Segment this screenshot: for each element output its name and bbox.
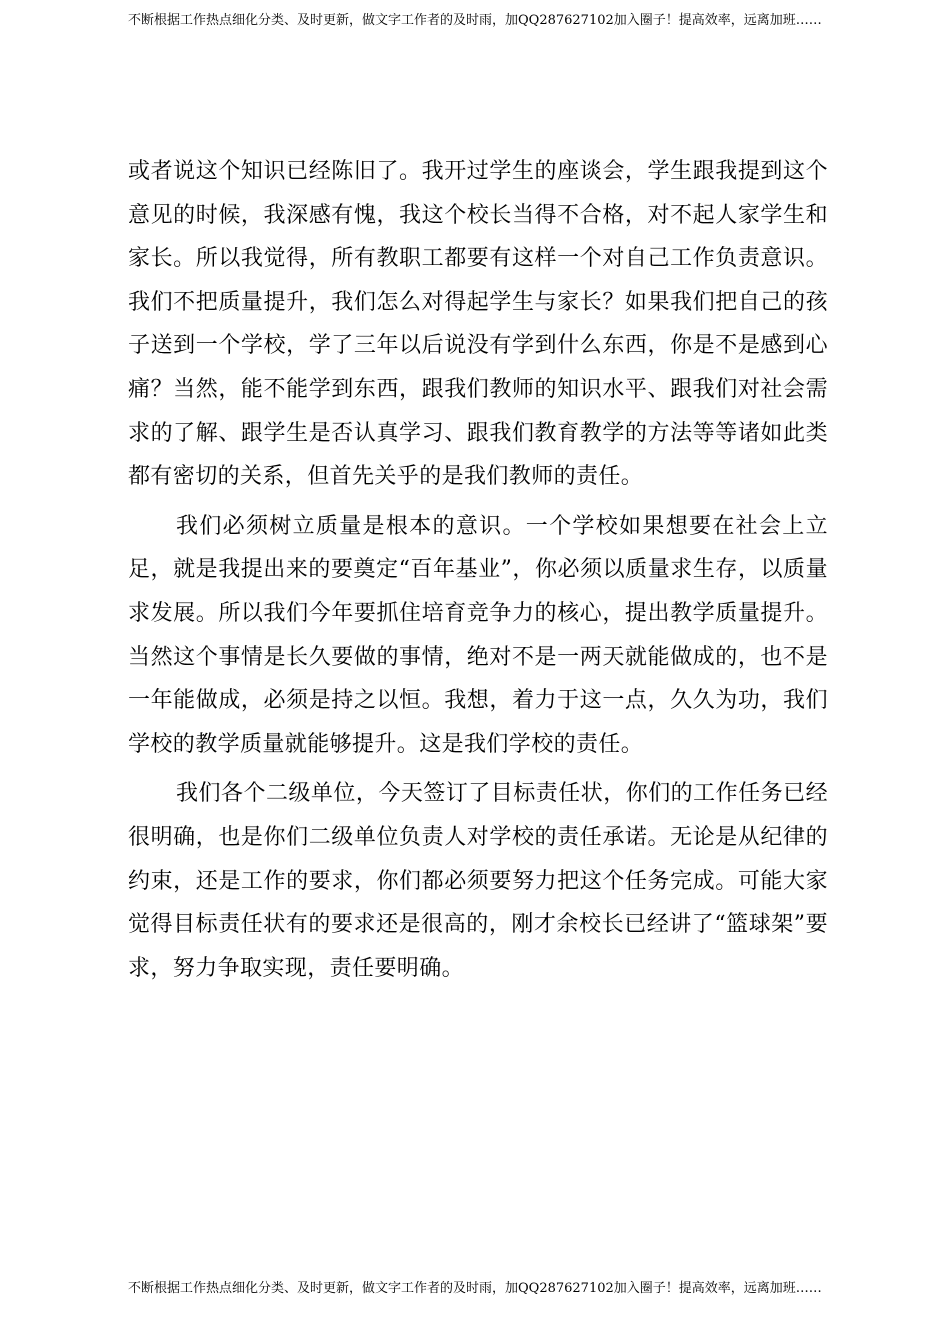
page-footer-note: 不断根据工作热点细化分类、及时更新，做文字工作者的及时雨，加QQ287627102加入圈子！提高效率，远离加班…… <box>128 1281 822 1296</box>
paragraph-quality-awareness: 我们必须树立质量是根本的意识。一个学校如果想要在社会上立足，就是我提出来的要奠定“百年基业”，你必须以质量求生存，以质量求发展。所以我们今年要抓住培育竞争力的核心，提出教学质量提升。当然这个事情是长久要做的事情，绝对不是一两天就能做成的，也不是一年能做成，必须是持之以恒。我想，着力于这一点，久久为功，我们学校的教学质量就能够提升。这是我们学校的责任。 <box>128 513 828 757</box>
paragraph-continuation: 或者说这个知识已经陈旧了。我开过学生的座谈会，学生跟我提到这个意见的时候，我深感有愧，我这个校长当得不合格，对不起人家学生和家长。所以我觉得，所有教职工都要有这样一个对自己工作负责意识。我们不把质量提升，我们怎么对得起学生与家长？如果我们把自己的孩子送到一个学校，学了三年以后说没有学到什么东西，你是不是感到心痛？当然，能不能学到东西，跟我们教师的知识水平、跟我们对社会需求的了解、跟学生是否认真学习、跟我们教育教学的方法等等诸如此类都有密切的关系，但首先关乎的是我们教师的责任。 <box>128 159 828 490</box>
page-header-note: 不断根据工作热点细化分类、及时更新，做文字工作者的及时雨，加QQ287627102加入圈子！提高效率，远离加班…… <box>128 13 822 28</box>
paragraph-responsibility-targets: 我们各个二级单位，今天签订了目标责任状，你们的工作任务已经很明确，也是你们二级单位负责人对学校的责任承诺。无论是从纪律的约束，还是工作的要求，你们都必须要努力把这个任务完成。可能大家觉得目标责任状有的要求还是很高的，刚才余校长已经讲了“篮球架”要求，努力争取实现，责任要明确。 <box>128 781 828 981</box>
document-body <box>128 150 828 996</box>
